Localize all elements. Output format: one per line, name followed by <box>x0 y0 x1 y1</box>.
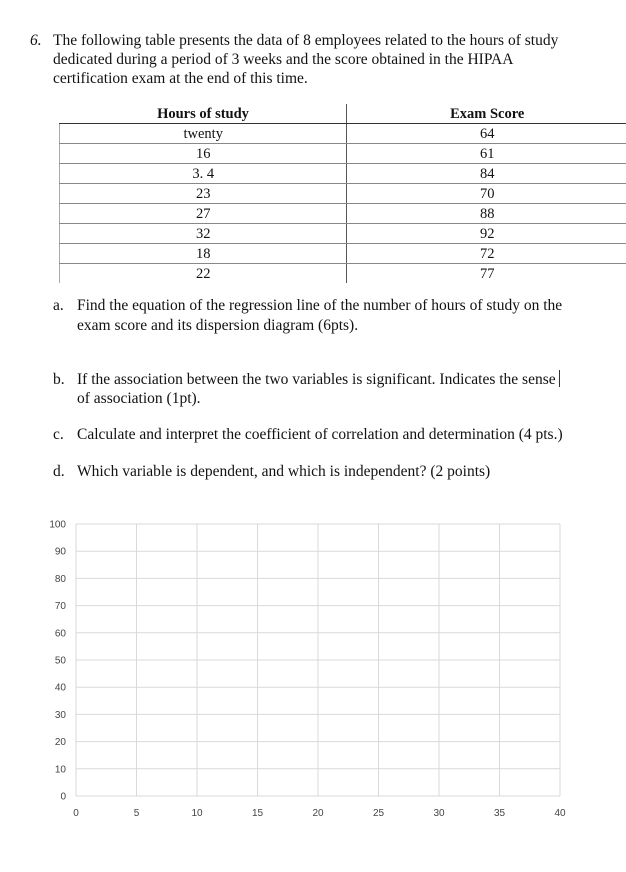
data-table <box>59 104 626 283</box>
table-row <box>60 164 626 184</box>
question-line-text: If the association between the two variables is significant. Indicates the sense <box>77 371 556 388</box>
cell-hours: 3. 4 <box>60 164 347 184</box>
cell-score: 92 <box>347 224 626 244</box>
question-line: Which variable is dependent, and which is independent? (2 points) <box>77 463 491 480</box>
x-tick-label: 15 <box>251 808 264 819</box>
y-tick-label: 40 <box>54 682 66 694</box>
cell-hours: 23 <box>60 184 347 204</box>
x-tick-label: 25 <box>372 808 385 819</box>
question-label: d. <box>53 463 65 480</box>
y-tick-label: 0 <box>60 791 66 803</box>
cell-score: 64 <box>347 124 626 144</box>
header-score: Exam Score <box>347 104 626 124</box>
x-tick-label: 5 <box>133 808 140 819</box>
cell-hours: 18 <box>60 244 347 264</box>
question-line: Find the equation of the regression line of the number of hours of study on the <box>77 297 563 314</box>
table-row <box>60 184 626 204</box>
cell-score: 77 <box>479 265 495 282</box>
x-tick-label: 10 <box>191 808 203 819</box>
question-line <box>77 370 560 389</box>
y-tick-label: 90 <box>54 546 66 558</box>
x-tick-label: 35 <box>493 808 506 819</box>
cell-score: 88 <box>347 204 626 224</box>
table-row <box>60 224 626 244</box>
question-label: c. <box>53 426 64 443</box>
question-label: b. <box>53 371 65 388</box>
y-tick-label: 80 <box>54 573 66 585</box>
y-tick-label: 100 <box>49 519 66 531</box>
cell-score: 84 <box>347 164 626 184</box>
cell-hours: 22 <box>60 264 347 284</box>
question-line: of association (1pt). <box>77 390 201 407</box>
question-line: exam score and its dispersion diagram (6pts). <box>77 317 359 334</box>
x-tick-label: 20 <box>312 808 324 819</box>
cell-hours: 32 <box>60 224 347 244</box>
cell-score: 70 <box>347 184 626 204</box>
x-tick-label: 30 <box>433 808 445 819</box>
table-row <box>60 124 626 144</box>
cell-hours: 16 <box>60 144 347 164</box>
y-tick-label: 30 <box>54 709 66 721</box>
question-line: Calculate and interpret the coefficient of correlation and determination (4 pts.) <box>77 426 563 443</box>
table-row <box>60 144 626 164</box>
problem-number: 6. <box>30 32 42 49</box>
x-tick-label: 40 <box>554 808 566 819</box>
problem-text: The following table presents the data of 8 employees related to the hours of study dedicated during a period of 3 weeks and the score obtained in the HIPAA certification exam at the end of this time. <box>53 32 559 87</box>
table-row <box>60 264 626 284</box>
question-label: a. <box>53 297 64 314</box>
scatter-chart <box>40 510 626 830</box>
table-row <box>60 244 626 264</box>
y-tick-label: 10 <box>54 764 66 776</box>
x-tick-label: 0 <box>73 808 79 819</box>
y-tick-label: 20 <box>54 737 66 749</box>
text-cursor <box>559 370 560 387</box>
table-header-row <box>60 104 626 124</box>
cell-hours: 27 <box>60 204 347 224</box>
cell-score: 72 <box>347 244 626 264</box>
header-hours: Hours of study <box>60 104 347 124</box>
y-tick-label: 50 <box>54 655 66 667</box>
cell-score: 61 <box>347 144 626 164</box>
y-tick-label: 70 <box>54 601 66 613</box>
cell-hours: twenty <box>60 124 347 144</box>
y-tick-label: 60 <box>54 628 66 640</box>
table-row <box>60 204 626 224</box>
